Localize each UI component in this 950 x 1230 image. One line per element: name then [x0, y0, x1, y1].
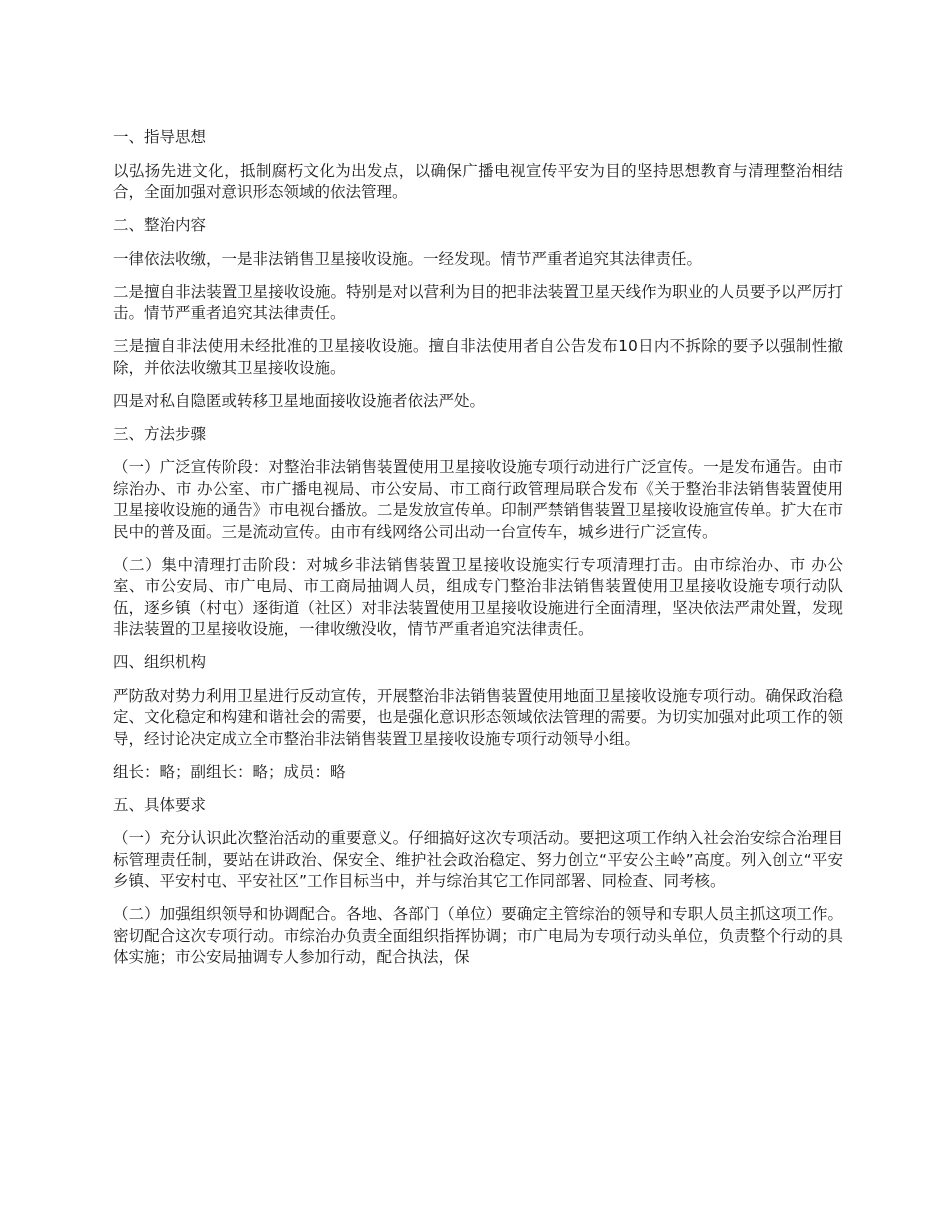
section-heading-requirements: 五、具体要求 [113, 795, 207, 814]
paragraph-crackdown-stage: （二）集中清理打击阶段：对城乡非法销售装置卫星接收设施实行专项清理打击。由市综治办、市 办公室、市公安局、市广电局、市工商局抽调人员，组成专门整治非法销售装置使用卫星接收设施专项行动队伍，逐乡镇（村屯）逐街道（社区）对非法装置使用卫星接收设施进行全面清理，坚决依法严肃处置，发现非法装置的卫星接收设施，一律收缴没收，情节严重者追究法律责任。 [113, 555, 843, 638]
section-heading-rectification-content: 二、整治内容 [113, 216, 207, 234]
paragraph-requirement-1: （一）充分认识此次整治活动的重要意义。仔细搞好这次专项活动。要把这项工作纳入社会治安综合治理目标管理责任制，要站在讲政治、保安全、维护社会政治稳定、努力创立“平安公主岭”高度。列入创立“平安乡镇、平安村屯、平安社区”工作目标当中，并与综治其它工作同部署、同检查、同考核。 [113, 829, 843, 890]
section-heading-guiding-thought: 一、指导思想 [113, 128, 207, 146]
paragraph-guiding-thought: 以弘扬先进文化，抵制腐朽文化为出发点，以确保广播电视宣传平安为目的坚持思想教育与清理整治相结合，全面加强对意识形态领域的依法管理。 [113, 161, 843, 201]
paragraph-item-2: 二是擅自非法装置卫星接收设施。特别是对以营利为目的把非法装置卫星天线作为职业的人员要予以严厉打击。情节严重者追究其法律责任。 [113, 282, 843, 322]
section-heading-organization: 四、组织机构 [113, 653, 207, 671]
paragraph-publicity-stage: （一）广泛宣传阶段：对整治非法销售装置使用卫星接收设施专项行动进行广泛宣传。一是发布通告。由市综治办、市 办公室、市广播电视局、市公安局、市工商行政管理局联合发布《关于整治非法销售装置使用卫星接收设施的通告》市电视台播放。二是发放宣传单。印制严禁销售装置卫星接收设施宣传单。扩大在市民中的普及面。三是流动宣传。由市有线网络公司出动一台宣传车，城乡进行广泛宣传。 [113, 458, 843, 541]
paragraph-members: 组长：略；副组长：略；成员：略 [113, 762, 346, 781]
document-page [113, 0, 843, 980]
paragraph-organization: 严防敌对势力利用卫星进行反动宣传，开展整治非法销售装置使用地面卫星接收设施专项行动。确保政治稳定、文化稳定和构建和谐社会的需要，也是强化意识形态领域依法管理的需要。为切实加强对此项工作的领导，经讨论决定成立全市整治非法销售装置卫星接收设施专项行动领导小组。 [113, 686, 843, 748]
paragraph-item-1: 一律依法收缴，一是非法销售卫星接收设施。一经发现。情节严重者追究其法律责任。 [113, 249, 703, 268]
paragraph-item-4: 四是对私自隐匿或转移卫星地面接收设施者依法严处。 [113, 391, 486, 410]
section-heading-methods-steps: 三、方法步骤 [113, 424, 207, 443]
paragraph-requirement-2: （二）加强组织领导和协调配合。各地、各部门（单位）要确定主管综治的领导和专职人员主抓这项工作。密切配合这次专项行动。市综治办负责全面组织指挥协调；市广电局为专项行动头单位，负责整个行动的具体实施；市公安局抽调专人参加行动，配合执法，保 [113, 905, 843, 966]
paragraph-item-3: 三是擅自非法使用未经批准的卫星接收设施。擅自非法使用者自公告发布10日内不拆除的要予以强制性撤除，并依法收缴其卫星接收设施。 [113, 337, 843, 377]
